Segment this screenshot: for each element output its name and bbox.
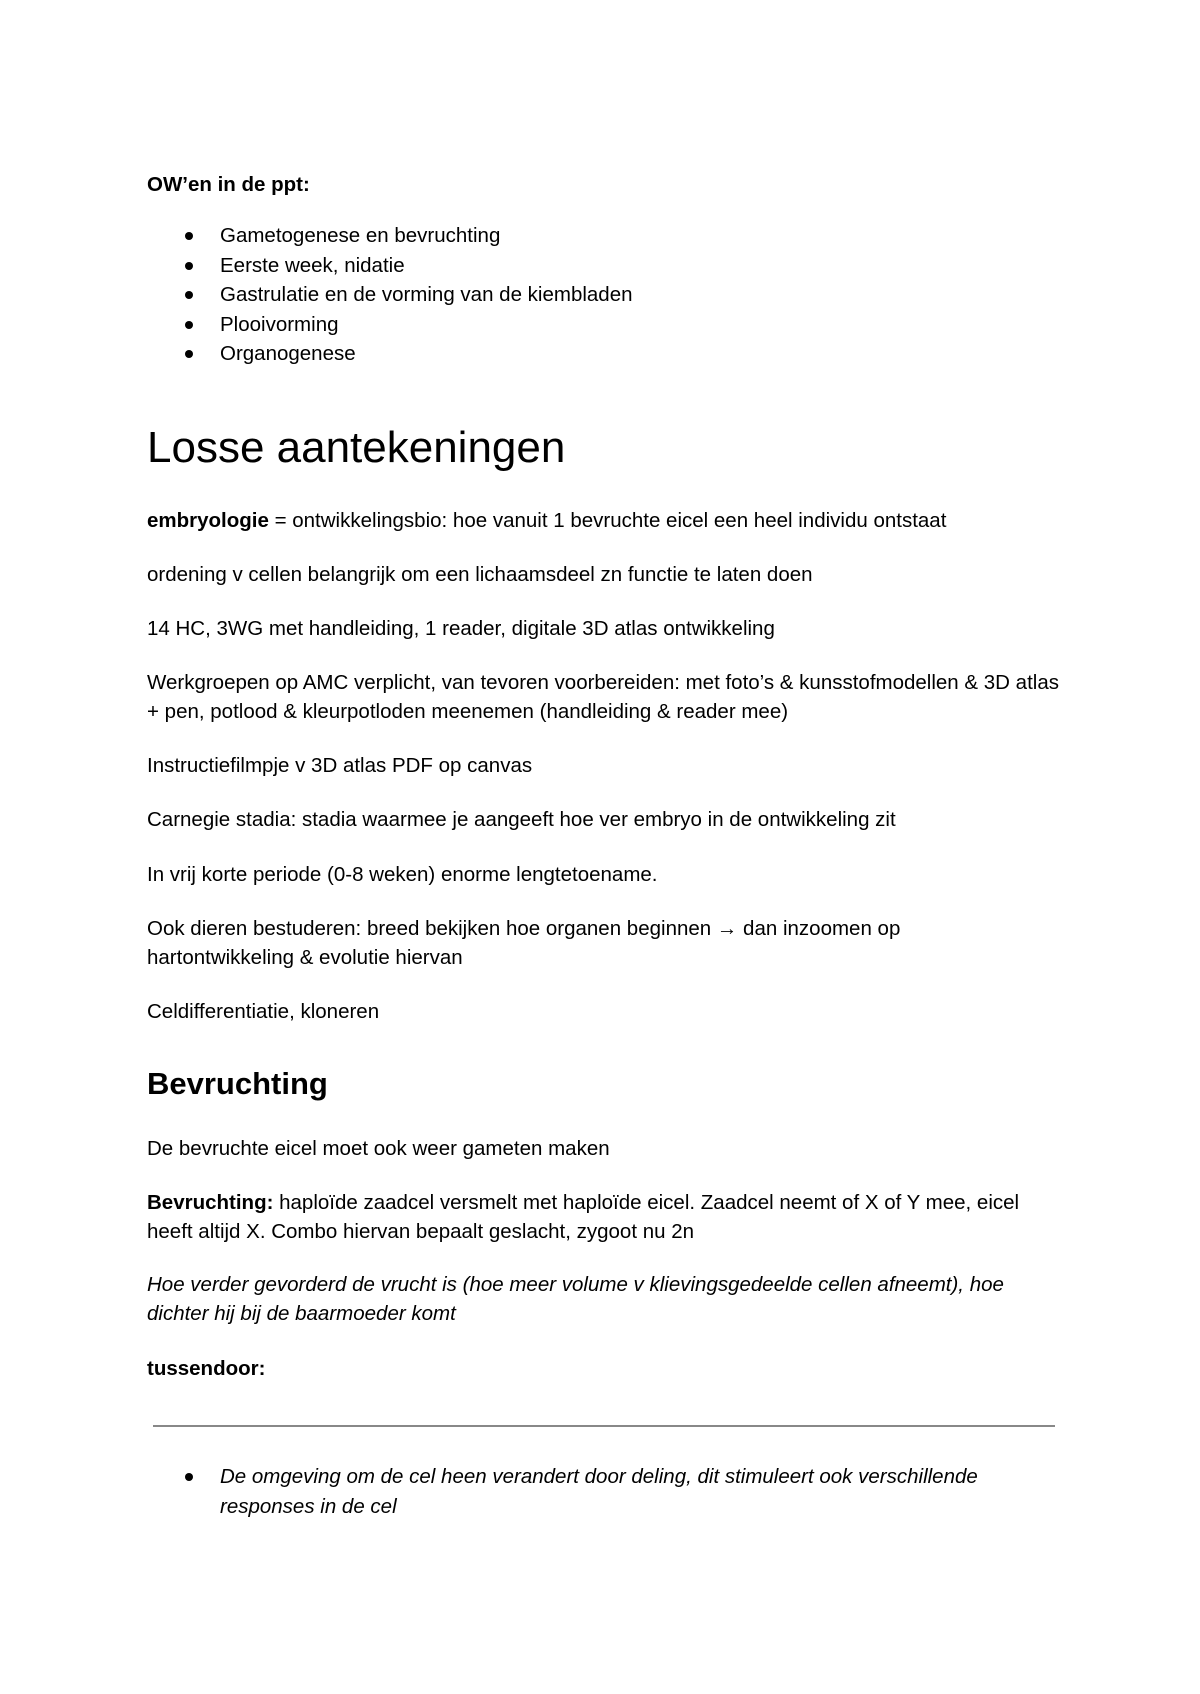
bullet-icon [185,321,193,329]
bullet-icon [185,291,193,299]
ow-heading: OW’en in de ppt: [147,173,310,196]
tussendoor-list [147,1462,1067,1521]
bullet-icon [185,232,193,240]
bullet-icon [185,262,193,270]
paragraph-hc: 14 HC, 3WG met handleiding, 1 reader, digitale 3D atlas ontwikkeling [147,617,775,640]
paragraph-celdifferentiatie: Celdifferentiatie, kloneren [147,1000,380,1023]
list-item: Gametogenese en bevruchting [147,221,1067,251]
bullet-icon [185,1473,193,1481]
list-item: Organogenese [147,339,1067,369]
term-embryologie: embryologie [147,509,269,532]
list-item: De omgeving om de cel heen verandert door deling, dit stimuleert ook verschillende responses in de cel [147,1462,1067,1521]
paragraph-dieren: Ook dieren bestuderen: breed bekijken hoe organen beginnen → dan inzoomen op hartontwikkeling & evolutie hiervan [147,917,901,969]
section-title-bevruchting: Bevruchting [147,1066,328,1101]
paragraph-carnegie: Carnegie stadia: stadia waarmee je aangeeft hoe ver embryo in de ontwikkeling zit [147,808,896,831]
paragraph-bevruchting: Bevruchting: haploïde zaadcel versmelt met haploïde eicel. Zaadcel neemt of X of Y mee, eicel heeft altijd X. Combo hiervan bepaalt geslacht, zygoot nu 2n [147,1191,1020,1243]
bullet-icon [185,350,193,358]
paragraph-vrucht: Hoe verder gevorderd de vrucht is (hoe meer volume v klievingsgedeelde cellen afneemt), hoe dichter hij bij de baarmoeder komt [147,1273,1004,1325]
section-title-losse-aantekeningen: Losse aantekeningen [147,423,566,472]
list-item: Plooivorming [147,310,1067,340]
horizontal-divider [153,1425,1055,1427]
paragraph-periode: In vrij korte periode (0-8 weken) enorme lengtetoename. [147,863,658,886]
tussendoor-label: tussendoor: [147,1357,266,1380]
paragraph-gameten: De bevruchte eicel moet ook weer gameten maken [147,1137,610,1160]
paragraph-werkgroepen: Werkgroepen op AMC verplicht, van tevoren voorbereiden: met foto’s & kunsstofmodellen & 3D atlas + pen, potlood & kleurpotloden meenemen (handleiding & reader mee) [147,671,1059,723]
paragraph-instructie: Instructiefilmpje v 3D atlas PDF op canvas [147,754,533,777]
paragraph-embryologie: embryologie = ontwikkelingsbio: hoe vanuit 1 bevruchte eicel een heel individu ontstaat [147,509,947,532]
list-item: Gastrulatie en de vorming van de kiembladen [147,280,1067,310]
term-bevruchting: Bevruchting: [147,1191,274,1214]
paragraph-ordening: ordening v cellen belangrijk om een lichaamsdeel zn functie te laten doen [147,563,813,586]
ow-list [147,221,1067,369]
list-item: Eerste week, nidatie [147,251,1067,281]
